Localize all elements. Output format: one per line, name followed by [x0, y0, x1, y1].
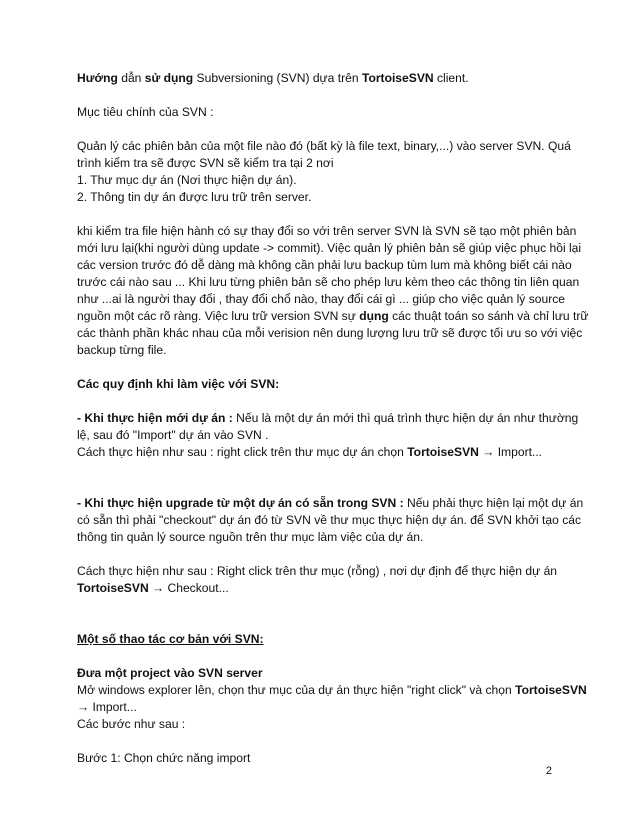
title-text-3: client. — [433, 71, 469, 85]
goal-line: Quản lý các phiên bản của một file nào đó (bất kỳ là file text, binary,...) vào server SVN. Quá — [77, 139, 571, 153]
title-text-2: Subversioning (SVN) dựa trên — [193, 71, 362, 85]
upgrade-how-line: TortoiseSVN → Checkout... — [77, 581, 229, 595]
explain-paragraph — [77, 223, 589, 359]
upgrade-project-paragraph — [77, 495, 584, 546]
new-project-line: - Khi thực hiện mới dự án : Nếu là một dự án mới thì quá trình thực hiện dự án như thường — [77, 411, 579, 425]
goal-heading: Mục tiêu chính của SVN : — [77, 105, 214, 119]
explain-line: trước cái nào sau ... Khi lưu từng phiên bản sẽ cho phép lưu kèm theo các thông tin liên quan — [77, 275, 580, 289]
title-text-1: dẫn — [117, 71, 145, 85]
page-content — [77, 70, 589, 784]
explain-line: backup từng file. — [77, 343, 167, 357]
new-project-line: Cách thực hiện như sau : right click trên thư mục dự án chọn TortoiseSVN → Import... — [77, 445, 543, 459]
page-number: 2 — [545, 765, 552, 777]
goal-line: 1. Thư mục dự án (Nơi thực hiện dự án). — [77, 173, 297, 187]
explain-line: các version trước đó dễ dàng mà không cần phải lưu backup tùm lum mà không biết cái nào — [77, 258, 572, 272]
upgrade-how-line: Cách thực hiện như sau : Right click trên thư mục (rỗng) , nơi dự định để thực hiện dự án — [77, 564, 558, 578]
explain-line: mới lưu lại(khi người dùng update -> commit). Việc quản lý phiên bản sẽ giúp việc phục hồi lại — [77, 241, 582, 255]
import-line: → Import... — [77, 700, 137, 714]
explain-line: như ...ai là người thay đổi , thay đổi chổ nào, thay đổi cái gì ... giúp cho việc quản lý source — [77, 292, 566, 306]
goal-line: trình kiểm tra sẽ được SVN sẽ kiểm tra tại 2 nơi — [77, 156, 334, 170]
upgrade-how-paragraph — [77, 563, 567, 597]
goal-line: 2. Thông tin dự án được lưu trữ trên server. — [77, 190, 312, 204]
upgrade-project-line: thông tin quản lý source nguồn trên thư mục làm việc của dự án. — [77, 530, 424, 544]
explain-line: các thành phần khác nhau của mỗi verision nên dung lượng lưu trữ sẽ được tối ưu so với việc — [77, 326, 583, 340]
import-step-1: Bước 1: Chọn chức năng import — [77, 751, 251, 765]
import-heading: Đưa một project vào SVN server — [77, 666, 263, 680]
document-title — [77, 70, 567, 87]
title-bold-1: Hướng — [77, 71, 118, 85]
title-bold-2: sử dụng — [144, 71, 194, 85]
new-project-line: lệ, sau đó "Import" dự án vào SVN . — [77, 428, 269, 442]
basic-ops-heading: Một số thao tác cơ bản với SVN: — [77, 632, 264, 646]
import-line: Mở windows explorer lên, chọn thư mục của dự án thực hiện "right click" và chọn TortoiseSVN — [77, 683, 587, 697]
upgrade-project-line: có sẵn thì phải "checkout" dự án đó từ SVN về thư mục thực hiện dự án. để SVN khởi tạo các — [77, 513, 582, 527]
upgrade-project-line: - Khi thực hiện upgrade từ một dự án có sẵn trong SVN : Nếu phải thực hiện lại một dự án — [77, 496, 584, 510]
title-bold-3: TortoiseSVN — [361, 71, 434, 85]
rules-heading: Các quy định khi làm việc với SVN: — [77, 377, 280, 391]
import-line: Các bước như sau : — [77, 717, 186, 731]
goal-paragraph — [77, 138, 571, 206]
explain-line: khi kiểm tra file hiện hành có sự thay đổi so với trên server SVN là SVN sẽ tạo một phiên bản — [77, 224, 577, 238]
import-section — [77, 665, 587, 733]
explain-line: nguồn một các rõ ràng. Việc lưu trữ version SVN sự dụng các thuật toán so sánh và chỉ lưu trữ — [77, 309, 589, 323]
new-project-paragraph — [77, 410, 579, 461]
